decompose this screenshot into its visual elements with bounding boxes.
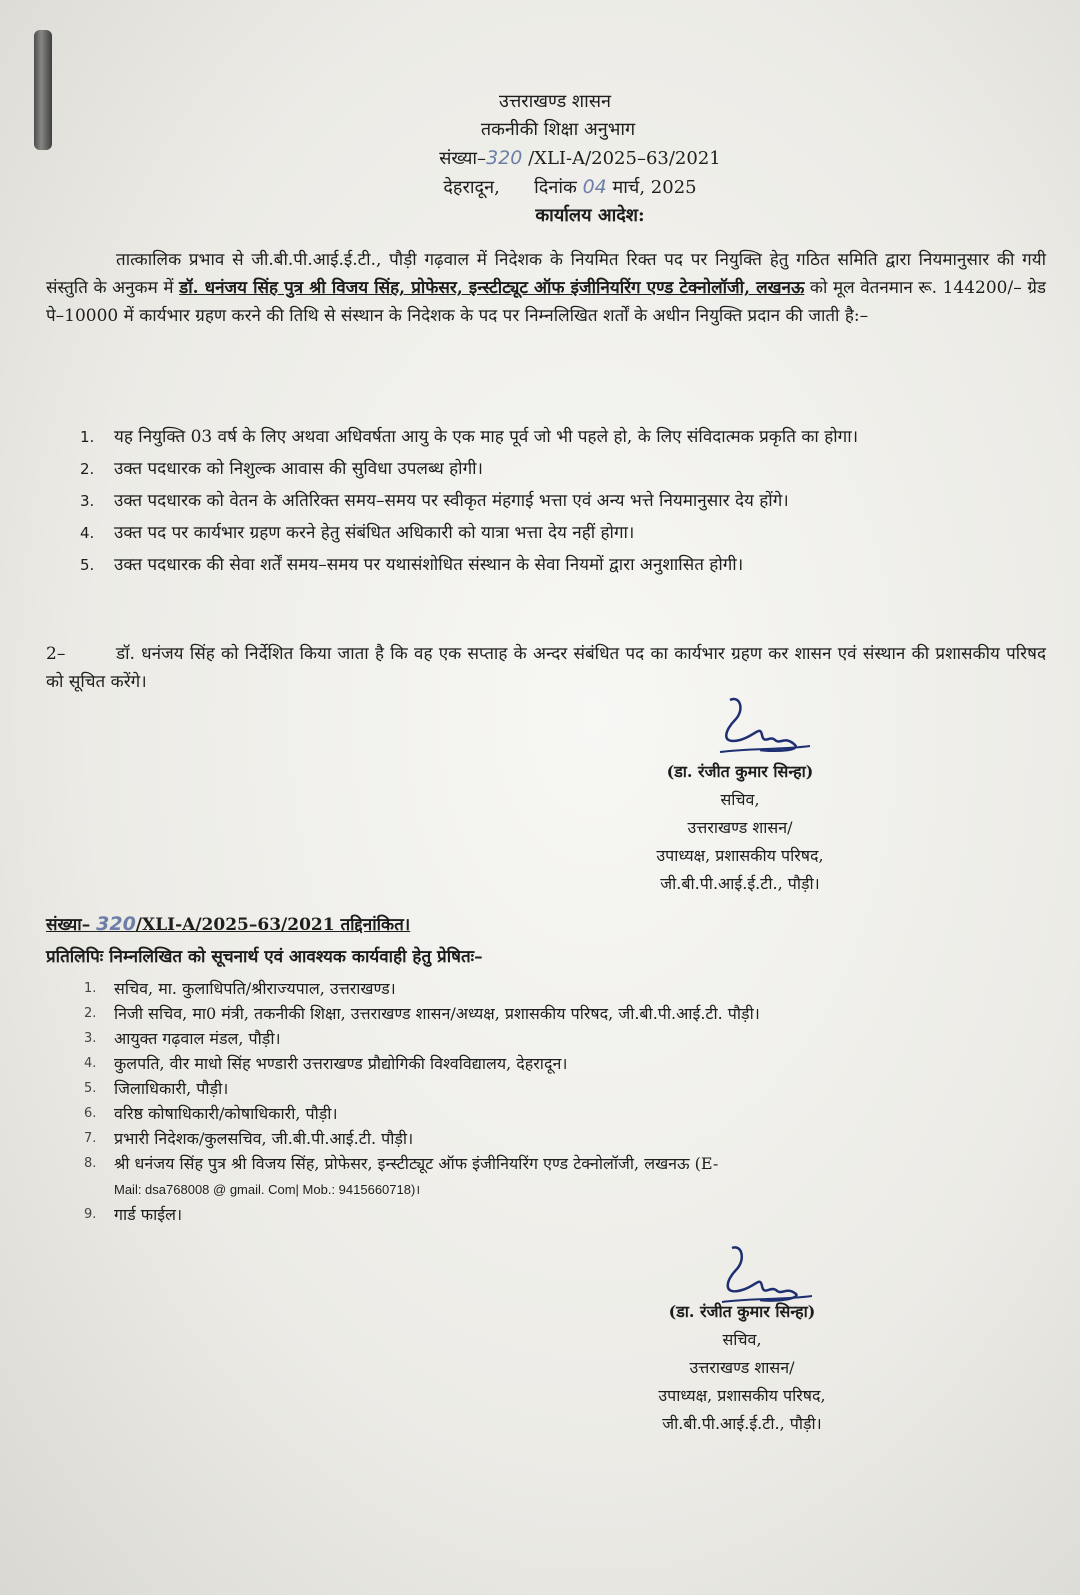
copy-reference-number: संख्या– 320/XLI-A/2025–63/2021 तद्दिनांकित। xyxy=(46,913,411,935)
list-item: 6. वरिष्ठ कोषाधिकारी/कोषाधिकारी, पौड़ी। xyxy=(84,1104,338,1123)
list-item: 3. उक्त पदधारक को वेतन के अतिरिक्त समय–समय पर स्वीकृत मंहगाई भत्ता एवं अन्य भत्ते नियमानुसार देय होंगे। xyxy=(80,491,789,511)
order-paragraph-2: 2– डॉ. धनंजय सिंह को निर्देशित किया जाता है कि वह एक सप्ताह के अन्दर संबंधित पद का कार्यभार ग्रहण कर शासन एवं संस्थान की प्रशासकीय परिषद को सूचित करेंगे। xyxy=(46,644,1046,692)
letter-header xyxy=(0,88,1080,230)
appointee-details: डॉ. धनंजय सिंह पुत्र श्री विजय सिंह, प्रोफेसर, इन्स्टीट्यूट ऑफ इंजीनियरिंग एण्ड टेक्नोलॉजी, लखनऊ xyxy=(179,278,805,298)
list-item: 3. आयुक्त गढ़वाल मंडल, पौड़ी। xyxy=(84,1029,281,1048)
list-item: 2. उक्त पदधारक को निशुल्क आवास की सुविधा उपलब्ध होगी। xyxy=(80,459,484,479)
list-item: 4. उक्त पद पर कार्यभार ग्रहण करने हेतु संबंधित अधिकारी को यात्रा भत्ता देय नहीं होगा। xyxy=(80,523,635,543)
list-item: 9. गार्ड फाईल। xyxy=(84,1205,183,1224)
list-item: 4. कुलपति, वीर माधो सिंह भण्डारी उत्तराखण्ड प्रौद्योगिकी विश्वविद्यालय, देहरादून। xyxy=(84,1054,568,1073)
list-item: 8. श्री धनंजय सिंह पुत्र श्री विजय सिंह, प्रोफेसर, इन्स्टीट्यूट ऑफ इंजीनियरिंग एण्ड टेक्नोलॉजी, लखनऊ (E- Mail: dsa768008 @ gmail. Com| Mob.: 9415660718)। xyxy=(84,1154,719,1197)
signatory-institute: जी.बी.पी.आई.ई.टी., पौड़ी। xyxy=(662,1414,822,1433)
signatory-office: उत्तराखण्ड शासन/ xyxy=(687,818,793,837)
signatory-designation: सचिव, xyxy=(722,1330,762,1349)
list-item: 2. निजी सचिव, मा0 मंत्री, तकनीकी शिक्षा, उत्तराखण्ड शासन/अध्यक्ष, प्रशासकीय परिषद, जी.बी.पी.आई.टी. पौड़ी। xyxy=(84,1004,760,1023)
list-item: 7. प्रभारी निदेशक/कुलसचिव, जी.बी.पी.आई.टी. पौड़ी। xyxy=(84,1129,414,1148)
copy-intro: प्रतिलिपिः निम्नलिखित को सूचनार्थ एवं आवश्यक कार्यवाही हेतु प्रेषितः– xyxy=(46,947,483,967)
list-item: 1. यह नियुक्ति 03 वर्ष के लिए अथवा अधिवर्षता आयु के एक माह पूर्व जो भी पहले हो, के लिए संविदात्मक प्रकृति का होगा। xyxy=(80,427,859,447)
list-item: 5. जिलाधिकारी, पौड़ी। xyxy=(84,1079,229,1098)
handwritten-date: 04 xyxy=(582,176,607,198)
place-date: देहरादून, दिनांक 04 मार्च, 2025 xyxy=(443,176,697,198)
order-title: कार्यालय आदेश: xyxy=(535,205,645,226)
department-section: तकनीकी शिक्षा अनुभाग xyxy=(480,119,636,140)
signatory-name: (डा. रंजीत कुमार सिन्हा) xyxy=(666,762,814,781)
contact-details: Mail: dsa768008 @ gmail. Com| Mob.: 9415660718)। xyxy=(114,1182,421,1197)
handwritten-copy-ref: 320 xyxy=(96,913,136,935)
signatory-designation: सचिव, xyxy=(720,790,760,809)
conditions-list xyxy=(80,424,1040,584)
government-name: उत्तराखण्ड शासन xyxy=(498,91,611,112)
signatory-role: उपाध्यक्ष, प्रशासकीय परिषद, xyxy=(656,846,824,865)
signatory-institute: जी.बी.पी.आई.ई.टी., पौड़ी। xyxy=(660,874,820,893)
signatory-role: उपाध्यक्ष, प्रशासकीय परिषद, xyxy=(658,1386,826,1405)
signatory-office: उत्तराखण्ड शासन/ xyxy=(689,1358,795,1377)
list-item: 1. सचिव, मा. कुलाधिपति/श्रीराज्यपाल, उत्तराखण्ड। xyxy=(84,979,396,998)
signatory-block-1 xyxy=(610,758,870,898)
handwritten-ref-number: 320 xyxy=(486,147,523,169)
signatory-name: (डा. रंजीत कुमार सिन्हा) xyxy=(668,1302,816,1321)
signatory-block-2 xyxy=(612,1298,872,1438)
reference-number: संख्या–320 /XLI-A/2025–63/2021 xyxy=(439,147,721,169)
order-paragraph-1: तात्कालिक प्रभाव से जी.बी.पी.आई.ई.टी., पौड़ी गढ़वाल में निदेशक के नियमित रिक्त पद पर नियुक्ति हेतु गठित समिति द्वारा नियमानुसार की गयी संस्तुति के अनुकम में डॉ. धनंजय सिंह पुत्र श्री विजय सिंह, प्रोफेसर, इन्स्टीट्यूट ऑफ इंजीनियरिंग एण्ड टेक्नोलॉजी, लखनऊ को मूल वेतनमान रू. 144200/– ग्रेड पे–10000 में कार्यभार ग्रहण करने की तिथि से संस्थान के निदेशक के पद पर निम्नलिखित शर्तों के अधीन नियुक्ति प्रदान की जाती है:– xyxy=(46,250,1047,326)
list-item: 5. उक्त पदधारक की सेवा शर्तें समय–समय पर यथासंशोधित संस्थान के सेवा नियमों द्वारा अनुशासित होगी। xyxy=(80,555,744,575)
copy-recipient-list xyxy=(84,976,1034,1227)
